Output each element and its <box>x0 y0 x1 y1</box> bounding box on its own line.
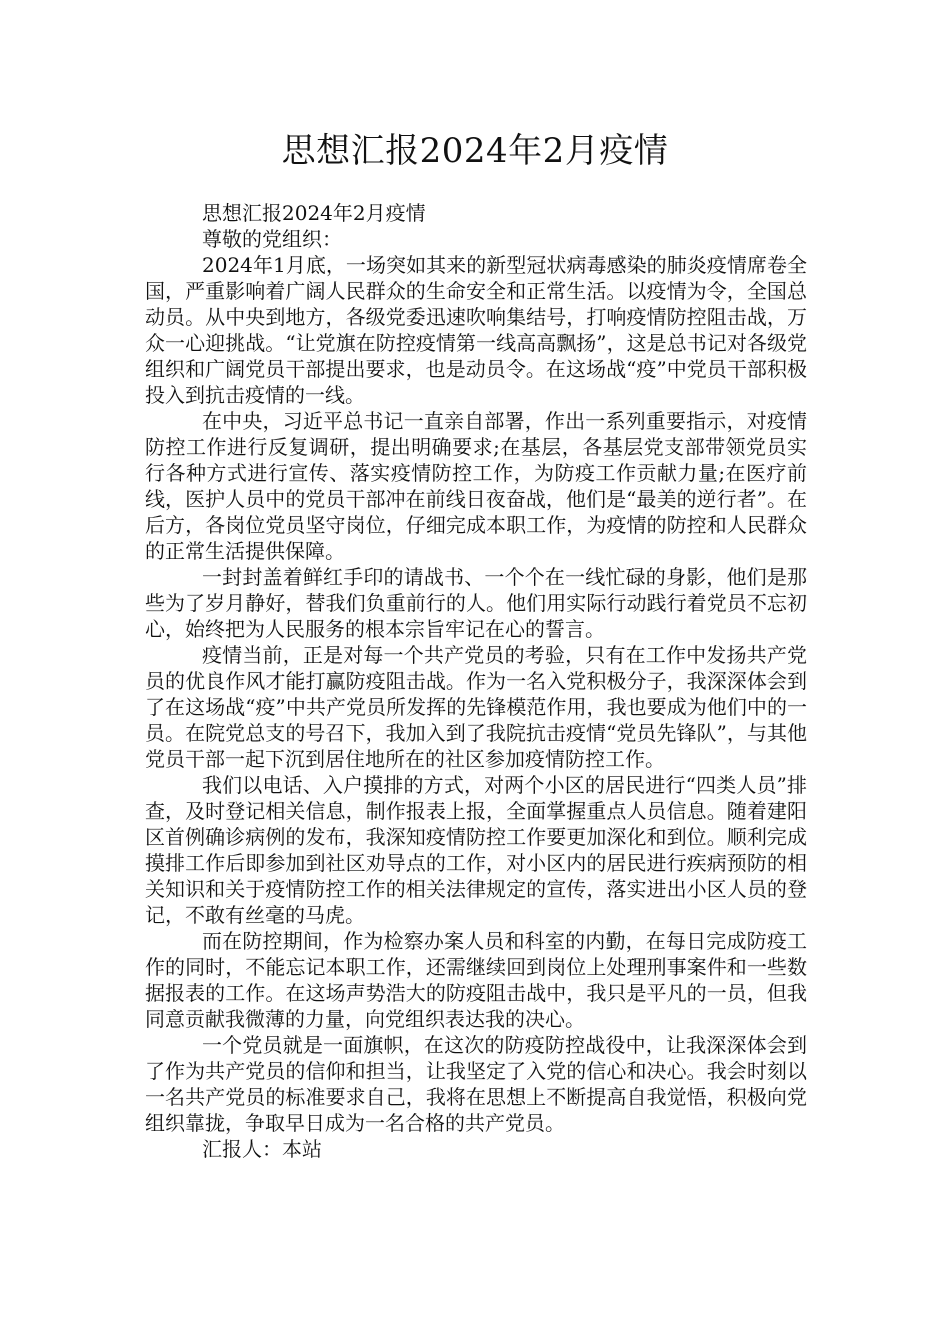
paragraph-4: 疫情当前，正是对每一个共产党员的考验，只有在工作中发扬共产党员的优良作风才能打赢防疫阻击战。作为一名入党积极分子，我深深体会到了在这场战“疫”中共产党员所发挥的先锋模范作用，我也要成为他们中的一员。在院党总支的号召下，我加入到了我院抗击疫情“党员先锋队”，与其他党员干部一起下沉到居住地所在的社区参加疫情防控工作。 <box>145 643 807 771</box>
paragraph-7: 一个党员就是一面旗帜，在这次的防疫防控战役中，让我深深体会到了作为共产党员的信仰和担当，让我坚定了入党的信心和决心。我会时刻以一名共产党员的标准要求自己，我将在思想上不断提高自我觉悟，积极向党组织靠拢，争取早日成为一名合格的共产党员。 <box>145 1033 807 1135</box>
document-body <box>145 200 807 1162</box>
document-title: 思想汇报2024年2月疫情 <box>281 131 669 171</box>
paragraph-1: 2024年1月底，一场突如其来的新型冠状病毒感染的肺炎疫情席卷全国，严重影响着广阔人民群众的生命安全和正常生活。以疫情为令，全国总动员。从中央到地方，各级党委迅速吹响集结号，打响疫情防控阻击战，万众一心迎挑战。“让党旗在防控疫情第一线高高飘扬”，这是总书记对各级党组织和广阔党员干部提出要求，也是动员令。在这场战“疫”中党员干部积极投入到抗击疫情的一线。 <box>145 253 807 407</box>
paragraph-3: 一封封盖着鲜红手印的请战书、一个个在一线忙碌的身影，他们是那些为了岁月静好，替我们负重前行的人。他们用实际行动践行着党员不忘初心，始终把为人民服务的根本宗旨牢记在心的誓言。 <box>145 565 807 641</box>
paragraph-5: 我们以电话、入户摸排的方式，对两个小区的居民进行“四类人员”排查，及时登记相关信息，制作报表上报，全面掌握重点人员信息。随着建阳区首例确诊病例的发布，我深知疫情防控工作要更加深化和到位。顺利完成摸排工作后即参加到社区劝导点的工作，对小区内的居民进行疾病预防的相关知识和关于疫情防控工作的相关法律规定的宣传，落实进出小区人员的登记，不敢有丝毫的马虎。 <box>145 773 807 927</box>
paragraph-2: 在中央，习近平总书记一直亲自部署，作出一系列重要指示，对疫情防控工作进行反复调研，提出明确要求;在基层，各基层党支部带领党员实行各种方式进行宣传、落实疫情防控工作，为防疫工作贡献力量;在医疗前线，医护人员中的党员干部冲在前线日夜奋战，他们是“最美的逆行者”。在后方，各岗位党员坚守岗位，仔细完成本职工作，为疫情的防控和人民群众的正常生活提供保障。 <box>145 409 807 563</box>
document-subtitle: 思想汇报2024年2月疫情 <box>202 201 426 225</box>
salutation: 尊敬的党组织： <box>202 227 342 251</box>
reporter-signature: 汇报人：本站 <box>202 1137 322 1161</box>
paragraph-6: 而在防控期间，作为检察办案人员和科室的内勤，在每日完成防疫工作的同时，不能忘记本职工作，还需继续回到岗位上处理刑事案件和一些数据报表的工作。在这场声势浩大的防疫阻击战中，我只是平凡的一员，但我同意贡献我微薄的力量，向党组织表达我的决心。 <box>145 929 807 1031</box>
